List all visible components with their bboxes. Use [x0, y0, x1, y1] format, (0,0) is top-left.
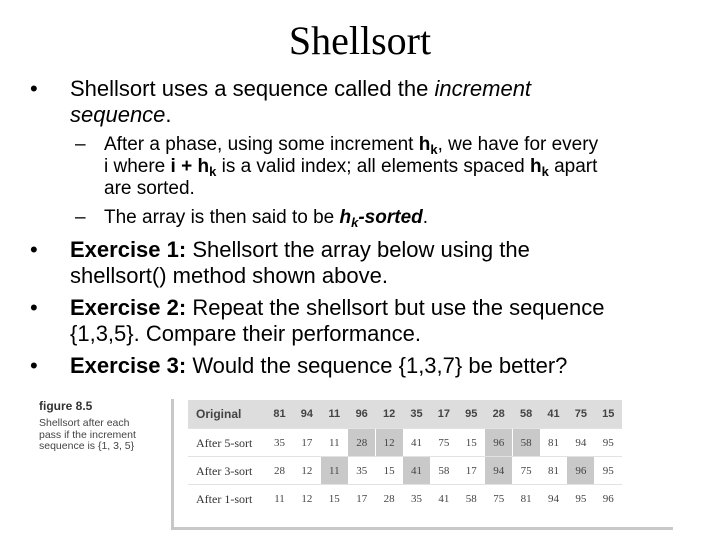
subbullet-text: The array is then said to be $h_k$-sorted. [104, 207, 429, 230]
table-cell: 11 [274, 493, 285, 505]
figure-number: figure 8.5 [39, 399, 93, 413]
table-cell: 11 [329, 437, 340, 449]
table-cell: 95 [602, 437, 614, 449]
table-cell: 96 [567, 457, 594, 485]
table-cell: 81 [548, 437, 559, 449]
table-cell: 96 [355, 408, 368, 420]
table-cell: 12 [376, 429, 403, 457]
figure-description-line: pass if the increment [39, 428, 136, 441]
row-label: Original [196, 407, 242, 421]
table-cell: 12 [301, 465, 313, 477]
table-cell: 12 [382, 408, 396, 420]
bullet-dot: • [30, 353, 38, 378]
table-cell: 41 [411, 437, 422, 449]
table-cell: 17 [356, 493, 368, 505]
table-cell: 96 [485, 429, 512, 457]
figure-description [39, 418, 159, 453]
table-cell: 28 [348, 429, 375, 457]
table-cell: 41 [438, 493, 450, 505]
table-cell: 15 [465, 437, 477, 449]
table-cell: 11 [328, 408, 341, 420]
bullet-dot: • [30, 237, 38, 262]
row-label: After 5-sort [196, 436, 253, 450]
figure-caption [39, 399, 159, 453]
table-row [188, 484, 622, 513]
table-cell: 96 [602, 493, 614, 505]
table-cell: 95 [465, 408, 478, 420]
table-row [188, 428, 622, 457]
table-cell: 35 [356, 465, 368, 477]
slide-title: Shellsort [288, 18, 432, 63]
table-cell: 94 [548, 493, 559, 505]
row-label: After 1-sort [196, 492, 253, 506]
table-cell: 41 [547, 408, 560, 420]
table-cell: 75 [493, 493, 505, 505]
table-cell: 17 [301, 437, 313, 449]
table-cell: 81 [548, 465, 559, 477]
exercise-1-text: Exercise 1: Shellsort the array below using the shellsort() method shown above. [70, 237, 530, 288]
figure-description-line: sequence is {1, 3, 5} [39, 440, 135, 452]
table-cell: 94 [300, 408, 314, 420]
table-cell: 58 [519, 408, 533, 420]
figure-description-line: Shellsort after each [39, 417, 130, 429]
row-label: After 3-sort [196, 464, 253, 478]
table-cell: 81 [273, 408, 286, 420]
table-cell: 95 [602, 465, 614, 477]
table-cell: 58 [465, 493, 477, 505]
bullet-dot: • [30, 295, 38, 320]
table-cell: 94 [575, 437, 587, 449]
table-cell: 15 [383, 465, 395, 477]
table-cell: 15 [602, 408, 615, 420]
table-cell: 58 [513, 429, 540, 457]
exercise-3-text: Exercise 3: Would the sequence {1,3,7} be better? [70, 353, 568, 378]
subbullet-dash: – [75, 134, 86, 155]
table-cell: 35 [410, 408, 423, 420]
subbullet-dash: – [75, 207, 86, 228]
exercise-2-text: Exercise 2: Repeat the shellsort but use the sequence {1,3,5}. Compare their performance. [70, 295, 605, 346]
table-row [188, 456, 622, 485]
table-cell: 28 [492, 408, 505, 420]
table-cell: 75 [574, 408, 588, 420]
table-cell: 35 [411, 493, 422, 505]
table-cell: 41 [403, 457, 430, 485]
table-cell: 17 [437, 408, 451, 420]
table-cell: 11 [321, 457, 348, 485]
table-cell: 28 [274, 465, 285, 477]
table-cell: 12 [301, 493, 313, 505]
table-cell: 58 [438, 465, 450, 477]
table-cell: 95 [575, 493, 587, 505]
table-cell: 75 [520, 465, 532, 477]
subbullet-text: After a phase, using some increment $h_k$, we have for every i where $i + h_k$ is a valid index; all elements spaced $h_k$ apart are sorted. [104, 134, 599, 199]
table-header-row [188, 400, 622, 428]
table-cell: 15 [328, 493, 340, 505]
table-cell: 28 [383, 493, 395, 505]
table-cell: 17 [465, 465, 477, 477]
table-cell: 94 [485, 457, 512, 485]
bullet-dot: • [30, 76, 38, 101]
table-cell: 81 [520, 493, 532, 505]
bullet-text: Shellsort uses a sequence called the increment sequence. [70, 76, 532, 127]
table-cell: 75 [438, 437, 450, 449]
table-cell: 35 [274, 437, 285, 449]
